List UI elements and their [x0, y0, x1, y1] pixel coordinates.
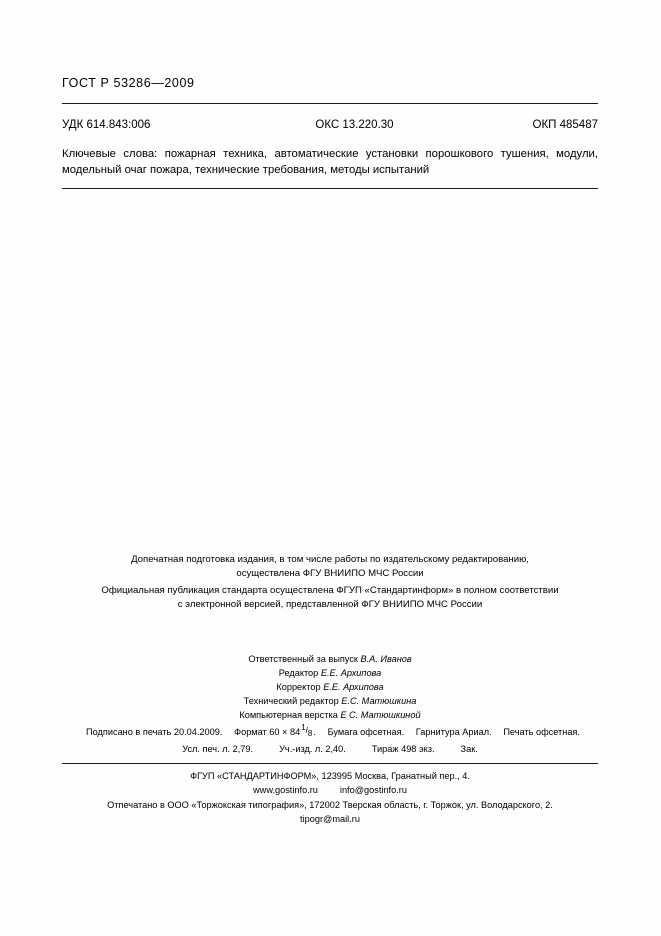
keywords-block: [62, 146, 598, 179]
official-publication-note: [62, 584, 598, 613]
keywords-text: пожарная техника, автоматические установки порошкового тушения, модули, модельный очаг пожара, технические требования, методы испытаний: [62, 148, 598, 177]
credit-row: [62, 681, 598, 695]
order-number: Зак.: [460, 743, 478, 754]
udk-code: УДК 614.843:006: [62, 119, 151, 131]
prepress-line-2: осуществлена ФГУ ВНИИПО МЧС России: [236, 568, 424, 580]
typeface: Гарнитура Ариал.: [415, 727, 492, 737]
credit-name: В.А. Иванов: [360, 654, 412, 664]
prepress-note: [62, 553, 598, 582]
official-line-1: Официальная публикация стандарта осуществлена ФГУП «Стандартинформ» в полном соответствии: [101, 585, 559, 596]
official-line-2: с электронной версией, представленной ФГУ ВНИИПО МЧС России: [177, 599, 483, 611]
credit-name: Е С. Матюшкиной: [340, 709, 421, 720]
footer-block: [62, 769, 598, 826]
credit-name: Е.Е. Архипова: [323, 681, 384, 692]
classification-codes: [62, 119, 598, 131]
okp-code: ОКП 485487: [532, 119, 598, 131]
print-info-row-2: [62, 740, 598, 757]
circulation: Тираж 498 экз.: [371, 743, 435, 754]
printer-email[interactable]: tipogr@mail.ru: [300, 813, 360, 824]
website-link[interactable]: www.gostinfo.ru: [253, 785, 318, 796]
credits-block: [62, 653, 598, 723]
credit-role: Ответственный за выпуск: [248, 654, 358, 664]
credit-name: Е.Е. Архипова: [320, 667, 382, 678]
print-info-row-1: [62, 725, 598, 740]
prepress-line-1: Допечатная подготовка издания, в том числе работы по издательскому редактированию,: [131, 554, 529, 565]
print-info-block: [62, 725, 598, 756]
divider-bottom: [62, 763, 598, 764]
publisher-line: ФГУП «СТАНДАРТИНФОРМ», 123995 Москва, Гранатный пер., 4.: [190, 771, 470, 781]
credit-role: Компьютерная верстка: [239, 709, 338, 720]
keywords-label: Ключевые слова:: [62, 148, 158, 160]
credit-role: Корректор: [276, 681, 321, 692]
credit-row: [62, 709, 598, 723]
paper-format: Формат 60 × 84 1 / 8 .: [234, 723, 316, 739]
divider-middle: [62, 188, 598, 189]
conditional-sheets: Усл. печ. л. 2,79.: [182, 743, 254, 754]
signed-date: Подписано в печать 20.04.2009.: [86, 727, 223, 737]
printing-method: Печать офсетная.: [503, 727, 580, 737]
page-title: ГОСТ Р 53286—2009: [62, 76, 195, 90]
printed-at-line: Отпечатано в ООО «Торжокская типография», 172002 Тверская область, г. Торжок, ул. Володарского, 2.: [107, 799, 553, 810]
format-fraction: 1 / 8: [301, 723, 313, 739]
credit-row: [62, 653, 598, 667]
email-link[interactable]: info@gostinfo.ru: [339, 785, 407, 796]
credit-row: [62, 667, 598, 681]
credit-row: [62, 695, 598, 709]
divider-top: [62, 103, 598, 104]
publishing-sheets: Уч.-изд. л. 2,40.: [279, 743, 346, 754]
credit-role: Редактор: [278, 667, 319, 678]
oks-code: ОКС 13.220.30: [315, 119, 394, 131]
contact-line: [62, 783, 598, 797]
credit-name: Е.С. Матюшкина: [341, 695, 417, 706]
credit-role: Технический редактор: [243, 695, 339, 706]
paper-type: Бумага офсетная.: [327, 727, 405, 737]
